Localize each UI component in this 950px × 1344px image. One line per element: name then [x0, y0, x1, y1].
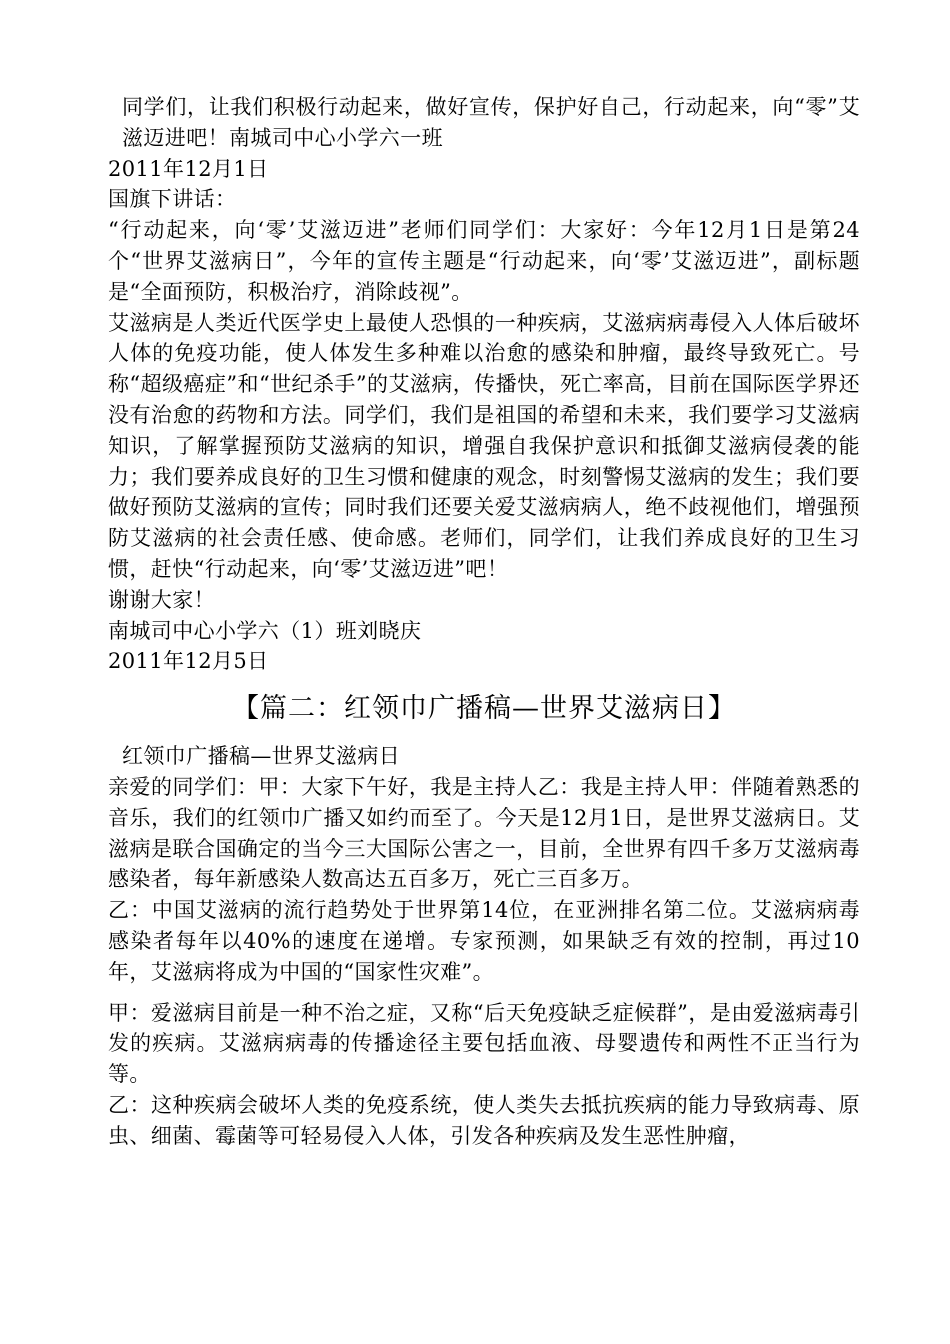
date-line: 2011年12月1日 — [108, 156, 269, 181]
author-line: 南城司中心小学六（1）班刘晓庆 — [108, 618, 422, 643]
speech-label: 国旗下讲话： — [108, 187, 237, 212]
broadcast-title: 红领巾广播稿—世界艾滋病日 — [122, 744, 401, 769]
broadcast-paragraph-4: 乙：这种疾病会破坏人类的免疫系统，使人类失去抵抗疾病的能力导致病毒、原虫、细菌、霉菌等可轻易侵入人体，引发各种疾病及发生恶性肿瘤， — [108, 1092, 860, 1148]
broadcast-paragraph-1: 亲爱的同学们：甲：大家下午好，我是主持人乙：我是主持人甲：伴随着熟悉的音乐，我们的红领巾广播又如约而至了。今天是12月1日，是世界艾滋病日。艾滋病是联合国确定的当今三大国际公害之一，目前，全世界有四千多万艾滋病毒感染者，每年新感染人数高达五百多万，死亡三百多万。 — [108, 774, 860, 892]
date-line-2: 2011年12月5日 — [108, 649, 269, 674]
broadcast-paragraph-2: 乙：中国艾滋病的流行趋势处于世界第14位，在亚洲排名第二位。艾滋病病毒感染者每年以40%的速度在递增。专家预测，如果缺乏有效的控制，再过10年，艾滋病将成为中国的“国家性灾难”。 — [108, 898, 860, 984]
broadcast-paragraph-3: 甲：爱滋病目前是一种不治之症，又称“后天免疫缺乏症候群”，是由爱滋病毒引发的疾病。艾滋病病毒的传播途径主要包括血液、母婴遗传和两性不正当行为等。 — [108, 1000, 860, 1087]
closing-paragraph: 同学们，让我们积极行动起来，做好宣传，保护好自己，行动起来，向“零”艾滋迈进吧！南城司中心小学六一班 — [122, 95, 860, 150]
speech-intro-paragraph: “行动起来，向‘零’艾滋迈进”老师们同学们：大家好：今年12月1日是第24个“世界艾滋病日”，今年的宣传主题是“行动起来，向‘零’艾滋迈进”，副标题是“全面预防，积极治疗，消除歧视”。 — [108, 218, 860, 304]
thanks-line: 谢谢大家！ — [108, 587, 215, 612]
speech-body-paragraph: 艾滋病是人类近代医学史上最使人恐惧的一种疾病，艾滋病病毒侵入人体后破坏人体的免疫功能，使人体发生多种难以治愈的感染和肿瘤，最终导致死亡。号称“超级癌症”和“世纪杀手”的艾滋病，传播快，死亡率高，目前在国际医学界还没有治愈的药物和方法。同学们，我们是祖国的希望和未来，我们要学习艾滋病知识，了解掌握预防艾滋病的知识，增强自我保护意识和抵御艾滋病侵袭的能力；我们要养成良好的卫生习惯和健康的观念，时刻警惕艾滋病的发生；我们要做好预防艾滋病的宣传；同时我们还要关爱艾滋病病人，绝不歧视他们，增强预防艾滋病的社会责任感、使命感。老师们，同学们，让我们养成良好的卫生习惯，赶快“行动起来，向‘零’艾滋迈进”吧！ — [108, 310, 860, 581]
section-heading: 【篇二：红领巾广播稿—世界艾滋病日】 — [232, 693, 736, 725]
